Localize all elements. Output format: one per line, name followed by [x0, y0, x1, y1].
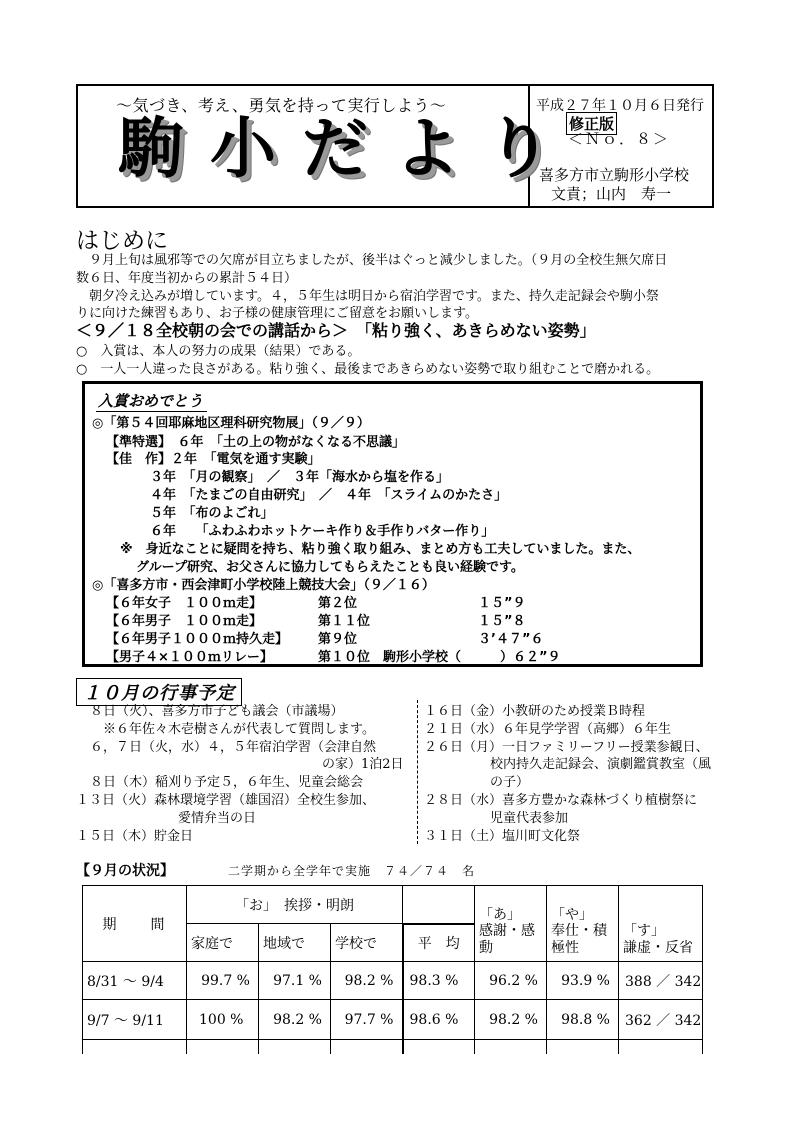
- cell-average: 98.3 %: [403, 962, 475, 1000]
- event-left: 愛情弁当の日: [178, 811, 257, 826]
- awards-title: 入賞おめでとう: [96, 390, 207, 412]
- cell-empty: [403, 1040, 475, 1054]
- event-right: の子）: [490, 775, 530, 790]
- revised-badge: 修正版: [566, 112, 617, 135]
- result-event: 【６年男子 １００ｍ走】: [106, 614, 263, 629]
- event-right: ２８日（水）喜多方豊かな森林づくり植樹祭に: [424, 793, 698, 808]
- header-community: 地域で: [259, 924, 331, 962]
- events-title: １０月の行事予定: [76, 678, 242, 706]
- cell-period: 8/31 ～ 9/4: [83, 962, 187, 1000]
- event-right: 児童代表参加: [490, 811, 569, 826]
- header-school: 学校で: [331, 924, 403, 962]
- header-average: 平 均: [403, 924, 475, 962]
- event-left: ８日（木）稲刈り予定５，６年生、児童会総会: [90, 775, 364, 790]
- award-line: 【佳 作】２年 「電気を通す実験」: [106, 452, 321, 467]
- header-average-top: [403, 886, 475, 924]
- result-event: 【６年男子１０００ｍ持久走】: [106, 632, 289, 647]
- event-right: ２１日（水）６年見学学習（高郷）６年生: [424, 722, 672, 737]
- editor-credit: 文責；山内 寿一: [551, 185, 672, 203]
- cell-a: 98.2 %: [475, 1000, 547, 1040]
- header-a-label: 「あ」: [479, 906, 521, 923]
- award-line: ４年 「たまごの自由研究」 ／ ４年 「スライムのかたさ」: [150, 488, 508, 503]
- result-place: 第２位: [318, 596, 358, 611]
- cell-empty: [475, 1040, 547, 1054]
- result-place: 第１０位 駒形小学校（ ）６２”９: [318, 650, 561, 665]
- award-line: ◎「第５４回耶麻地区理科研究物展」（９／９）: [92, 416, 370, 431]
- cell-community: 97.1 %: [259, 962, 331, 1000]
- result-event: 【６年女子 １００ｍ走】: [106, 596, 263, 611]
- header-ya: [547, 886, 619, 962]
- header-su-sub: 謙虚・反省: [623, 940, 693, 957]
- cell-period: 9/7 ～ 9/11: [83, 1000, 187, 1040]
- cell-su: 388 ／ 342: [619, 962, 703, 1000]
- event-left: ※６年佐々木壱樹さんが代表して質問します。: [90, 722, 375, 737]
- event-right: ３１日（土）塩川町文化祭: [424, 829, 581, 844]
- table-row: [83, 1040, 703, 1054]
- cell-empty: [331, 1040, 403, 1054]
- publication-date: 平成２７年１０月６日発行: [536, 98, 704, 114]
- cell-empty: [259, 1040, 331, 1054]
- result-time: １５”８: [478, 614, 526, 629]
- award-line: ３年 「月の観察」 ／ ３年「海水から塩を作る」: [150, 470, 450, 485]
- award-line: 【準特選】 ６年 「土の上の物がなくなる不思議」: [106, 435, 406, 450]
- intro-line: りに向けた練習もあり、お子様の健康管理にご留意をお願いします。: [76, 306, 478, 321]
- table-row: [83, 1000, 703, 1040]
- status-table: [82, 885, 703, 1054]
- event-left: ６，７日（火，水）４，５年宿泊学習（会津自然: [90, 740, 377, 755]
- result-place: 第９位: [318, 632, 358, 647]
- assembly-heading: ＜９／１８全校朝の会での講話から＞ 「粘り強く、あきらめない姿勢」: [76, 321, 596, 340]
- award-line: ※ 身近なことに疑問を持ち、粘り強く取り組み、まとめ方も工夫していました。また、: [120, 542, 641, 557]
- cell-ya: 98.8 %: [547, 1000, 619, 1040]
- cell-a: 96.2 %: [475, 962, 547, 1000]
- event-right: ２６日（月）一日ファミリーフリー授業参観日、: [424, 740, 709, 755]
- issue-number: ＜Ｎｏ．８＞: [568, 130, 671, 148]
- status-title: 【９月の状況】: [76, 863, 174, 879]
- header-su-label: 「す」: [623, 923, 665, 940]
- cell-empty: [83, 1040, 187, 1054]
- cell-school: 97.7 %: [331, 1000, 403, 1040]
- cell-su: 362 ／ 342: [619, 1000, 703, 1040]
- intro-line: 朝夕冷え込みが増しています。４，５年生は明日から宿泊学習です。また、持久走記録会や駒小祭: [76, 289, 659, 304]
- cell-home: 100 %: [187, 1000, 259, 1040]
- cell-average: 98.6 %: [403, 1000, 475, 1040]
- cell-empty: [547, 1040, 619, 1054]
- header-period: 期 間: [83, 886, 187, 962]
- award-line: ◎「喜多方市・西会津町小学校陸上競技大会」（９／１６）: [92, 578, 435, 593]
- award-line: ６年 「ふわふわホットケーキ作り＆手作りバター作り」: [150, 524, 495, 539]
- header-su: [619, 886, 703, 962]
- result-place: 第１１位: [318, 614, 371, 629]
- award-line: グループ研究、お父さんに協力してもらえたことも良い経験です。: [136, 560, 524, 575]
- status-note: 二学期から全学年で実施 ７４／７４ 名: [228, 864, 476, 878]
- event-left: １５日（木）貯金日: [76, 829, 194, 844]
- events-divider: [417, 700, 418, 844]
- header-a-sub: 感謝・感動: [479, 923, 535, 957]
- intro-line: 数６日、年度当初からの累計５４日）: [76, 271, 298, 286]
- award-line: ５年 「布のよごれ」: [150, 506, 274, 521]
- event-right: １６日（金）小教研のため授業Ｂ時程: [424, 704, 646, 719]
- cell-empty: [619, 1040, 703, 1054]
- assembly-point: ○ 入賞は、本人の努力の成果（結果）である。: [76, 344, 361, 359]
- result-time: ３’４７”６: [478, 632, 544, 647]
- assembly-point: ○ 一人一人違った良さがある。粘り強く、最後まであきらめない姿勢で取り組むことで磨かれる。: [76, 362, 660, 377]
- cell-school: 98.2 %: [331, 962, 403, 1000]
- cell-ya: 93.9 %: [547, 962, 619, 1000]
- cell-community: 98.2 %: [259, 1000, 331, 1040]
- header-a: [475, 886, 547, 962]
- event-left: の家）1泊2日: [322, 757, 404, 772]
- event-left: ８日（火）、喜多方市子ども議会（市議場）: [90, 704, 344, 719]
- slogan: ～気づき、考え、勇気を持って実行しよう～: [116, 96, 447, 115]
- result-event: 【男子４×１００ｍリレー】: [106, 650, 273, 665]
- school-name: 喜多方市立駒形小学校: [539, 166, 690, 184]
- header-ya-label: 「や」: [551, 906, 593, 923]
- header-home: 家庭で: [187, 924, 259, 962]
- intro-heading: はじめに: [76, 228, 168, 254]
- cell-empty: [187, 1040, 259, 1054]
- cell-home: 99.7 %: [187, 962, 259, 1000]
- event-left: １３日（火）森林環境学習（雄国沼）全校生参加、: [76, 793, 376, 808]
- header-ya-sub: 奉仕・積極性: [551, 923, 607, 957]
- event-right: 校内持久走記録会、演劇鑑賞教室（風: [490, 757, 712, 772]
- result-time: １５”９: [478, 596, 526, 611]
- newsletter-title: 駒小だより: [118, 110, 578, 187]
- header-o-group: 「お」 挨拶・明朗: [187, 886, 403, 924]
- intro-line: ９月上旬は風邪等での欠席が目立ちましたが、後半はぐっと減少しました。（９月の全校生無欠席日: [76, 253, 668, 268]
- table-row: [83, 962, 703, 1000]
